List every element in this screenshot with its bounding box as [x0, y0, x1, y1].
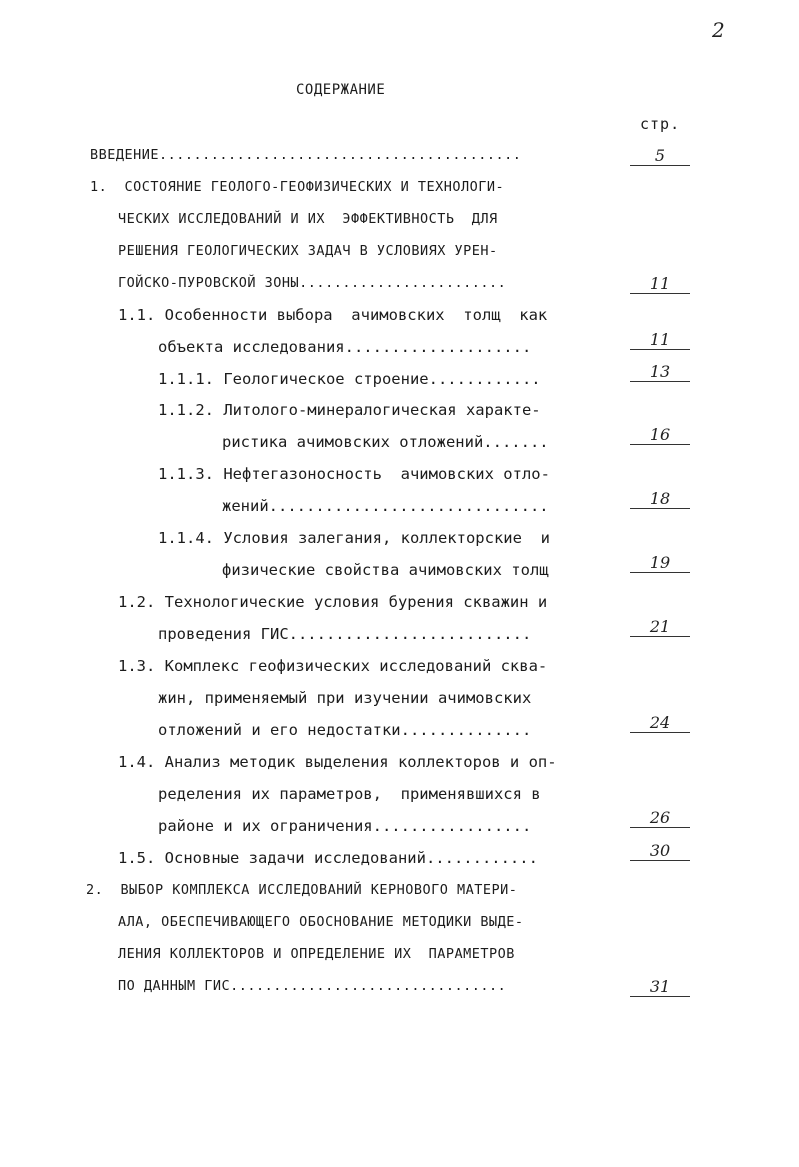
toc-line: жений.............................. — [222, 497, 549, 515]
toc-line: жин, применяемый при изучении ачимовских — [158, 689, 532, 707]
toc-line: 1.4. Анализ методик выделения коллекторов и оп- — [118, 753, 557, 771]
toc-page-number: 11 — [649, 330, 671, 349]
toc-page-number: 16 — [649, 425, 671, 444]
toc-page-number: 21 — [649, 617, 671, 636]
toc-page-number: 26 — [649, 808, 671, 827]
toc-line: 1.3. Комплекс геофизических исследований сква- — [118, 657, 548, 675]
toc-page-underline — [630, 827, 690, 828]
toc-line: АЛА, ОБЕСПЕЧИВАЮЩЕГО ОБОСНОВАНИЕ МЕТОДИКИ ВЫДЕ- — [118, 914, 524, 930]
toc-line: 1.1. Особенности выбора ачимовских толщ как — [118, 306, 548, 324]
toc-line: РЕШЕНИЯ ГЕОЛОГИЧЕСКИХ ЗАДАЧ В УСЛОВИЯХ УРЕН- — [118, 243, 498, 259]
toc-page-underline — [630, 860, 690, 861]
toc-line: районе и их ограничения................. — [158, 817, 532, 835]
toc-line: 1. СОСТОЯНИЕ ГЕОЛОГО-ГЕОФИЗИЧЕСКИХ И ТЕХНОЛОГИ- — [90, 179, 505, 195]
toc-page-number: 13 — [649, 362, 671, 381]
toc-line: ВВЕДЕНИЕ.......................................... — [90, 147, 522, 163]
toc-page-underline — [630, 732, 690, 733]
page-column-header: стр. — [640, 115, 681, 133]
toc-line: ределения их параметров, применявшихся в — [158, 785, 541, 803]
toc-page-number: 18 — [649, 489, 671, 508]
document-title: СОДЕРЖАНИЕ — [296, 82, 386, 98]
toc-page-underline — [630, 381, 690, 382]
toc-line: отложений и его недостатки.............. — [158, 721, 532, 739]
toc-page-underline — [630, 508, 690, 509]
toc-line: 1.1.1. Геологическое строение............ — [158, 370, 541, 388]
toc-line: ЧЕСКИХ ИССЛЕДОВАНИЙ И ИХ ЭФФЕКТИВНОСТЬ ДЛЯ — [118, 211, 498, 227]
toc-page-underline — [630, 293, 690, 294]
toc-line: 1.2. Технологические условия бурения скважин и — [118, 593, 548, 611]
toc-line: ристика ачимовских отложений....... — [222, 433, 549, 451]
toc-line: ЛЕНИЯ КОЛЛЕКТОРОВ И ОПРЕДЕЛЕНИЕ ИХ ПАРАМЕТРОВ — [118, 946, 515, 962]
toc-page-underline — [630, 444, 690, 445]
toc-line: 1.1.3. Нефтегазоносность ачимовских отло- — [158, 465, 550, 483]
page-number: 2 — [712, 18, 725, 42]
toc-line: объекта исследования.................... — [158, 338, 532, 356]
toc-page-number: 24 — [649, 713, 671, 732]
toc-line: проведения ГИС.......................... — [158, 625, 532, 643]
toc-page-underline — [630, 349, 690, 350]
toc-line: 1.1.4. Условия залегания, коллекторские и — [158, 529, 550, 547]
toc-line: 1.5. Основные задачи исследований............ — [118, 849, 538, 867]
toc-line: ГОЙСКО-ПУРОВСКОЙ ЗОНЫ........................ — [118, 275, 507, 291]
toc-line: 2. ВЫБОР КОМПЛЕКСА ИССЛЕДОВАНИЙ КЕРНОВОГО МАТЕРИ- — [86, 882, 518, 898]
toc-page-number: 31 — [649, 977, 671, 996]
toc-page-number: 11 — [649, 274, 671, 293]
toc-page-underline — [630, 996, 690, 997]
toc-page-number: 30 — [649, 841, 671, 860]
toc-line: ПО ДАННЫМ ГИС................................ — [118, 978, 507, 994]
toc-page-number: 19 — [649, 553, 671, 572]
toc-page-number: 5 — [654, 146, 666, 165]
toc-line: физические свойства ачимовских толщ — [222, 561, 549, 579]
toc-line: 1.1.2. Литолого-минералогическая характе- — [158, 401, 541, 419]
toc-page-underline — [630, 165, 690, 166]
toc-page-underline — [630, 572, 690, 573]
toc-page-underline — [630, 636, 690, 637]
